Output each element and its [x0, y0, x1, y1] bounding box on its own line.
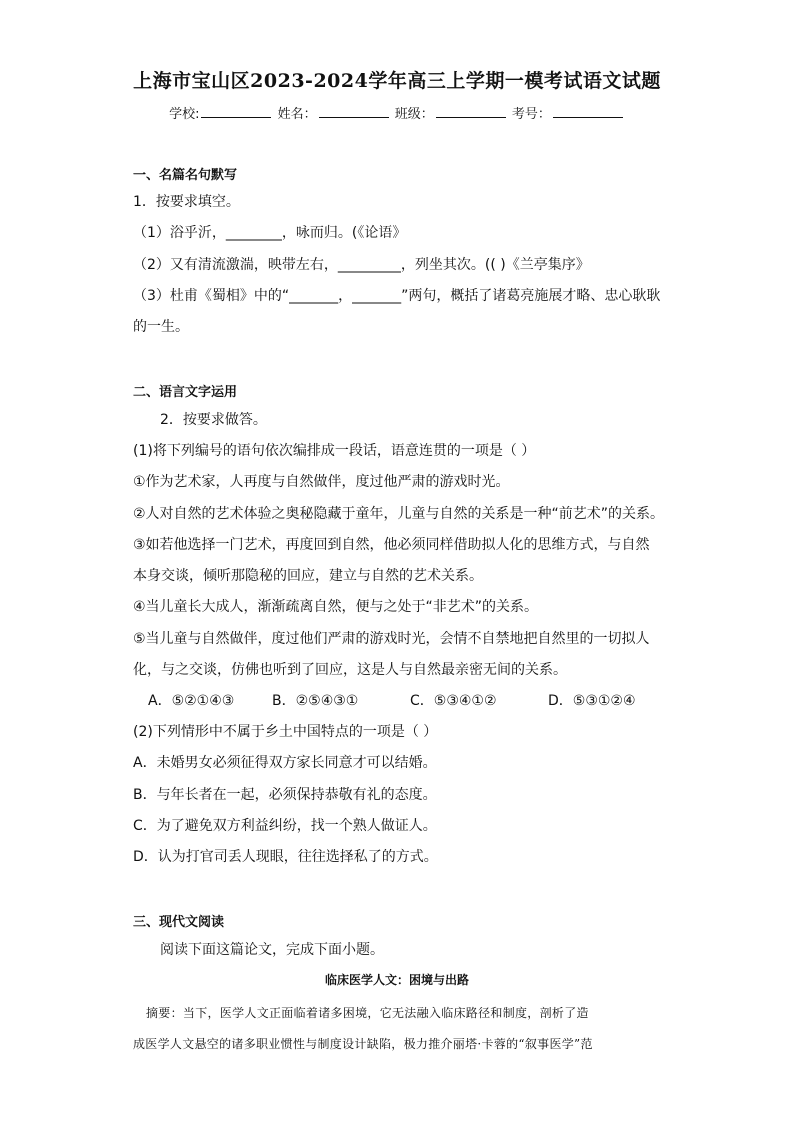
abstract-line-1: 摘要：当下，医学人文正面临着诸多困境，它无法融入临床路径和制度，剖析了造 — [146, 1006, 589, 1020]
choice-d[interactable]: D．认为打官司丢人现眼，往往选择私了的方式。 — [133, 849, 438, 865]
option-b[interactable]: B．②⑤④③① — [272, 693, 359, 709]
sentence-1: ①作为艺术家，人再度与自然做伴，度过他严肃的游戏时光。 — [133, 474, 510, 490]
section2-heading: 二、语言文字运用 — [133, 385, 238, 400]
number-blank[interactable] — [553, 105, 623, 118]
name-blank[interactable] — [319, 105, 389, 118]
paper-title: 临床医学人文：困境与出路 — [324, 973, 469, 987]
class-blank[interactable] — [436, 105, 506, 118]
q1-item-1: （1）浴乎沂，________，咏而归。(《论语》 — [133, 225, 407, 241]
name-label: 姓名： — [277, 107, 317, 122]
q1-item-2: （2）又有清流激湍，映带左右，_________，列坐其次。(( )《兰亭集序》 — [133, 257, 590, 273]
q2-sub2: (2)下列情形中不属于乡土中国特点的一项是（ ） — [133, 724, 438, 740]
question-2: 2．按要求做答。 — [160, 412, 267, 428]
sentence-2: ②人对自然的艺术体验之奥秘隐藏于童年，儿童与自然的关系是一种“前艺术”的关系。 — [133, 506, 665, 522]
section1-heading: 一、名篇名句默写 — [133, 168, 238, 183]
choice-a[interactable]: A．未婚男女必须征得双方家长同意才可以结婚。 — [133, 755, 437, 771]
q1-item-3-cont: 的一生。 — [133, 319, 189, 335]
section3-heading: 三、现代文阅读 — [133, 915, 225, 930]
class-label: 班级： — [394, 107, 434, 122]
abstract-line-2: 成医学人文悬空的诸多职业惯性与制度设计缺陷，极力推介丽塔·卡蓉的“叙事医学”范 — [133, 1037, 593, 1051]
option-a[interactable]: A．⑤②①④③ — [148, 693, 235, 709]
option-d[interactable]: D．⑤③①②④ — [548, 693, 636, 709]
school-blank[interactable] — [201, 105, 271, 118]
sentence-5: ⑤当儿童与自然做伴，度过他们严肃的游戏时光，会情不自禁地把自然里的一切拟人 — [133, 631, 650, 647]
option-c[interactable]: C．⑤③④①② — [410, 693, 497, 709]
q2-sub1: (1)将下列编号的语句依次编排成一段话，语意连贯的一项是（ ） — [133, 443, 536, 459]
sentence-3-cont: 本身交谈，倾听那隐秘的回应，建立与自然的艺术关系。 — [133, 568, 483, 584]
q1-item-3: （3）杜甫《蜀相》中的“_______，_______”两句，概括了诸葛亮施展才略、忠心耿耿 — [133, 288, 661, 304]
school-label: 学校: — [169, 107, 200, 122]
sentence-4: ④当儿童长大成人，渐渐疏离自然，便与之处于“非艺术”的关系。 — [133, 599, 539, 615]
section3-intro: 阅读下面这篇论文，完成下面小题。 — [160, 942, 384, 958]
number-label: 考号： — [511, 107, 551, 122]
choice-c[interactable]: C．为了避免双方利益纠纷，找一个熟人做证人。 — [133, 818, 437, 834]
student-info-row — [0, 103, 794, 122]
choice-b[interactable]: B．与年长者在一起，必须保持恭敬有礼的态度。 — [133, 787, 437, 803]
sentence-5-cont: 化，与之交谈，仿佛也听到了回应，这是人与自然最亲密无间的关系。 — [133, 662, 567, 678]
sentence-3: ③如若他选择一门艺术，再度回到自然，他必须同样借助拟人化的思维方式，与自然 — [133, 537, 650, 553]
question-1: 1．按要求填空。 — [133, 194, 240, 210]
page-title: 上海市宝山区2023-2024学年高三上学期一模考试语文试题 — [133, 70, 661, 92]
